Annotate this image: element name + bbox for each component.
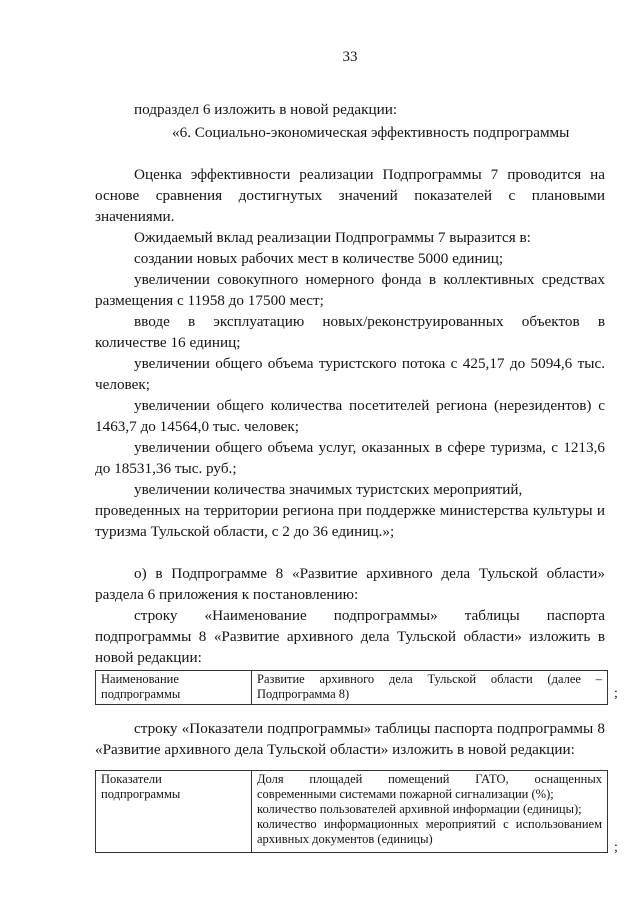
table-label-cell bbox=[96, 771, 252, 853]
indicator-line-3: количество пользователей архивной информации (единицы); bbox=[257, 802, 582, 816]
table-value-cell bbox=[252, 771, 608, 853]
indicator-line-4: количество информационных мероприятий с использованием bbox=[257, 817, 602, 831]
table-subprogram-name bbox=[95, 670, 608, 705]
table-value-l2: Подпрограмма 8) bbox=[257, 687, 350, 701]
list-item-events-l1: увеличении количества значимых туристских мероприятий, bbox=[134, 481, 523, 498]
indicator-line-2: современными системами пожарной сигнализации (%); bbox=[257, 787, 554, 801]
table-label-cell bbox=[96, 671, 252, 705]
paragraph-contribution: Ожидаемый вклад реализации Подпрограммы 7 выразится в: bbox=[134, 229, 531, 246]
indicator-line-5: архивных документов (единицы) bbox=[257, 832, 433, 846]
indicators-intro-l2: «Развитие архивного дела Тульской области» изложить в новой редакции: bbox=[95, 741, 575, 758]
subparagraph-o-l1: о) в Подпрограмме 8 «Развитие архивного дела Тульской области» bbox=[134, 565, 605, 582]
section-heading: «6. Социально-экономическая эффективность подпрограммы bbox=[172, 124, 570, 141]
intro-line: подраздел 6 изложить в новой редакции: bbox=[134, 101, 398, 118]
subparagraph-o-l3: строку «Наименование подпрограммы» таблицы паспорта bbox=[134, 607, 605, 624]
list-item-services-l1: увеличении общего объема услуг, оказанных в сфере туризма, с 1213,6 bbox=[134, 439, 605, 456]
subparagraph-o-l4: подпрограммы 8 «Развитие архивного дела Тульской области» изложить в bbox=[95, 628, 605, 645]
indicator-line-1: Доля площадей помещений ГАТО, оснащенных bbox=[257, 772, 602, 786]
table-indicators bbox=[95, 770, 608, 853]
list-item-flow-l2: человек; bbox=[95, 376, 150, 393]
table-row bbox=[96, 671, 608, 705]
paragraph-assessment-l3: значениями. bbox=[95, 208, 175, 225]
page-number: 33 bbox=[342, 49, 358, 65]
table-label-l1: Наименование bbox=[101, 672, 179, 686]
list-item-jobs: создании новых рабочих мест в количестве 5000 единиц; bbox=[134, 250, 504, 267]
paragraph-assessment-l2: основе сравнения достигнутых значений показателей с плановыми bbox=[95, 187, 605, 204]
indicators-intro-l1: строку «Показатели подпрограммы» таблицы паспорта подпрограммы 8 bbox=[134, 720, 605, 737]
semicolon-1: ; bbox=[614, 686, 618, 701]
table-label-l1: Показатели bbox=[101, 772, 162, 786]
list-item-services-l2: до 18531,36 тыс. руб.; bbox=[95, 460, 237, 477]
list-item-events-l2: проведенных на территории региона при поддержке министерства культуры и bbox=[95, 502, 605, 519]
semicolon-2: ; bbox=[614, 840, 618, 855]
list-item-visitors-l1: увеличении общего количества посетителей региона (нерезидентов) с bbox=[134, 397, 605, 414]
table-label-l2: подпрограммы bbox=[101, 687, 181, 701]
subparagraph-o-l2: раздела 6 приложения к постановлению: bbox=[95, 586, 359, 603]
table-label-l2: подпрограммы bbox=[101, 787, 181, 801]
subparagraph-o-l5: новой редакции: bbox=[95, 649, 202, 666]
list-item-rooms-l1: увеличении совокупного номерного фонда в коллективных средствах bbox=[134, 271, 605, 288]
list-item-flow-l1: увеличении общего объема туристского потока с 425,17 до 5094,6 тыс. bbox=[134, 355, 605, 372]
table-row bbox=[96, 771, 608, 853]
table-value-l1: Развитие архивного дела Тульской области (далее – bbox=[257, 672, 602, 686]
paragraph-assessment-l1: Оценка эффективности реализации Подпрограммы 7 проводится на bbox=[134, 166, 605, 183]
list-item-rooms-l2: размещения с 11958 до 17500 мест; bbox=[95, 292, 324, 309]
list-item-objects-l2: количестве 16 единиц; bbox=[95, 334, 241, 351]
table-value-cell bbox=[252, 671, 608, 705]
list-item-objects-l1: вводе в эксплуатацию новых/реконструированных объектов в bbox=[134, 313, 605, 330]
list-item-events-l3: туризма Тульской области, с 2 до 36 единиц.»; bbox=[95, 523, 395, 540]
list-item-visitors-l2: 1463,7 до 14564,0 тыс. человек; bbox=[95, 418, 299, 435]
